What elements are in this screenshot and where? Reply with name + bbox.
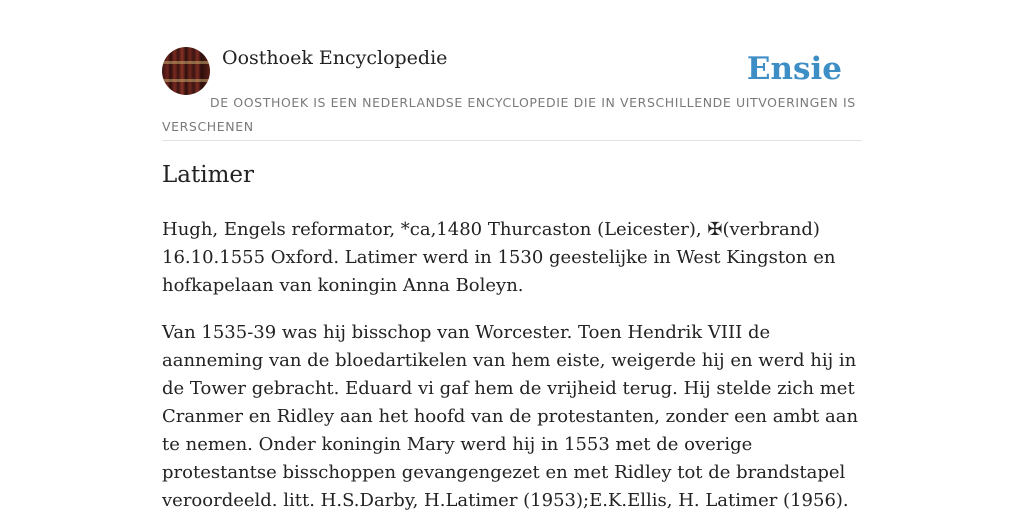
site-tagline: DE OOSTHOEK IS EEN NEDERLANDSE ENCYCLOPEDIE DIE IN VERSCHILLENDE UITVOERINGEN IS VERSCHENEN: [162, 95, 856, 134]
avatar-band: [162, 79, 210, 82]
site-name-link[interactable]: Oosthoek Encyclopedie: [222, 47, 448, 69]
site-avatar[interactable]: [162, 47, 210, 95]
article-paragraph: Hugh, Engels reformator, *ca,1480 Thurcaston (Leicester), ✠(verbrand) 16.10.1555 Oxford. Latimer werd in 1530 geestelijke in West Kingston en hofkapelaan van koningin Anna Boleyn.: [162, 219, 836, 296]
article-paragraph: Van 1535-39 was hij bisschop van Worcester. Toen Hendrik VIII de aanneming van de bloedartikelen van hem eiste, weigerde hij en werd hij in de Tower gebracht. Eduard vi gaf hem de vrijheid terug. Hij stelde zich met Cranmer en Ridley aan het hoofd van de protestanten, zonder een ambt aan te nemen. Onder koningin Mary werd hij in 1553 met de overige protestantse bisschoppen gevangengezet en met Ridley tot de brandstapel veroordeeld. litt. H.S.Darby, H.Latimer (1953);E.K.Ellis, H. Latimer (1956).: [162, 322, 859, 511]
site-header: [162, 45, 862, 141]
brand-logo-link[interactable]: Ensie: [746, 51, 842, 87]
avatar-band: [162, 61, 210, 64]
article-title: Latimer: [162, 162, 254, 188]
